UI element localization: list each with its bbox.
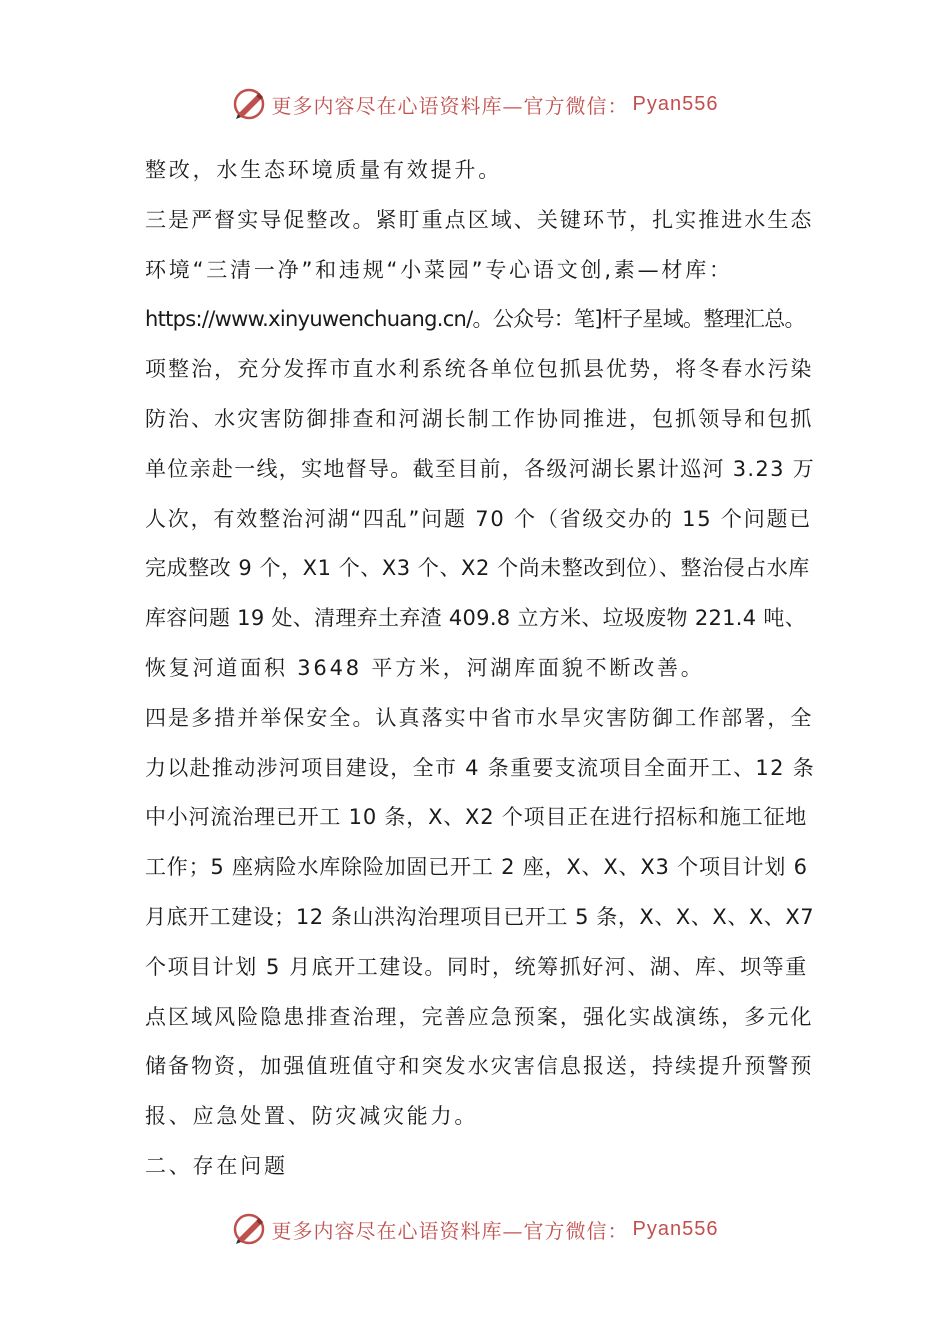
text-line: 环境“三清一净”和违规“小菜园”专心语文创,素—材库： <box>145 257 733 282</box>
pen-logo-icon <box>232 87 266 121</box>
text-line: 中小河流治理已开工 10 条，X、X2 个项目正在进行招标和施工征地 <box>145 805 808 830</box>
watermark-wechat-id: Pyan556 <box>632 92 719 115</box>
watermark-wechat-id: Pyan556 <box>632 1217 719 1240</box>
text-line: 三是严督实导促整改。紧盯重点区域、关键环节，扎实推进水生态 <box>145 207 814 232</box>
watermark-text: 更多内容尽在心语资料库—官方微信： <box>271 93 629 118</box>
text-line: 四是多措并举保安全。认真落实中省市水旱灾害防御工作部署，全 <box>145 705 814 730</box>
text-line: 点区域风险隐患排查治理，完善应急预案，强化实战演练，多元化 <box>145 1004 814 1029</box>
document-body <box>145 146 815 1192</box>
text-line: 库容问题 19 处、清理弃土弃渣 409.8 立方米、垃圾废物 221.4 吨、 <box>145 606 807 631</box>
text-line: 恢复河道面积 3648 平方米，河湖库面貌不断改善。 <box>145 655 705 680</box>
section-heading: 二、存在问题 <box>145 1153 288 1178</box>
text-line: 整改，水生态环境质量有效提升。 <box>145 158 502 182</box>
text-line: 单位亲赴一线，实地督导。截至目前，各级河湖长累计巡河 3.23 万 <box>145 456 816 481</box>
text-line: 储备物资，加强值班值守和突发水灾害信息报送，持续提升预警预 <box>145 1054 814 1079</box>
header-watermark <box>0 84 950 124</box>
text-line: 个项目计划 5 月底开工建设。同时，统筹抓好河、湖、库、坝等重 <box>145 954 808 979</box>
text-line: 报、应急处置、防灾减灾能力。 <box>145 1104 479 1129</box>
text-line: 项整治，充分发挥市直水利系统各单位包抓县优势，将冬春水污染 <box>145 357 814 382</box>
watermark-text: 更多内容尽在心语资料库—官方微信： <box>271 1218 629 1243</box>
pen-logo-icon <box>232 1212 266 1246</box>
text-line: 工作；5 座病险水库除险加固已开工 2 座，X、X、X3 个项目计划 6 <box>145 855 808 880</box>
text-line: 人次，有效整治河湖“四乱”问题 70 个（省级交办的 15 个问题已 <box>145 506 813 531</box>
text-line: 力以赴推动涉河项目建设，全市 4 条重要支流项目全面开工、12 条 <box>145 755 816 780</box>
footer-watermark <box>0 1209 950 1249</box>
text-line: 月底开工建设；12 条山洪沟治理项目已开工 5 条，X、X、X、X、X7 <box>145 904 815 929</box>
text-line: 完成整改 9 个，X1 个、X3 个、X2 个尚未整改到位）、整治侵占水库 <box>145 556 810 581</box>
text-line-url: https://www.xinyuwenchuang.cn/。公众号：笔]杆子星域。整理汇总。 <box>145 307 805 332</box>
text-line: 防治、水灾害防御排查和河湖长制工作协同推进，包抓领导和包抓 <box>145 406 814 431</box>
